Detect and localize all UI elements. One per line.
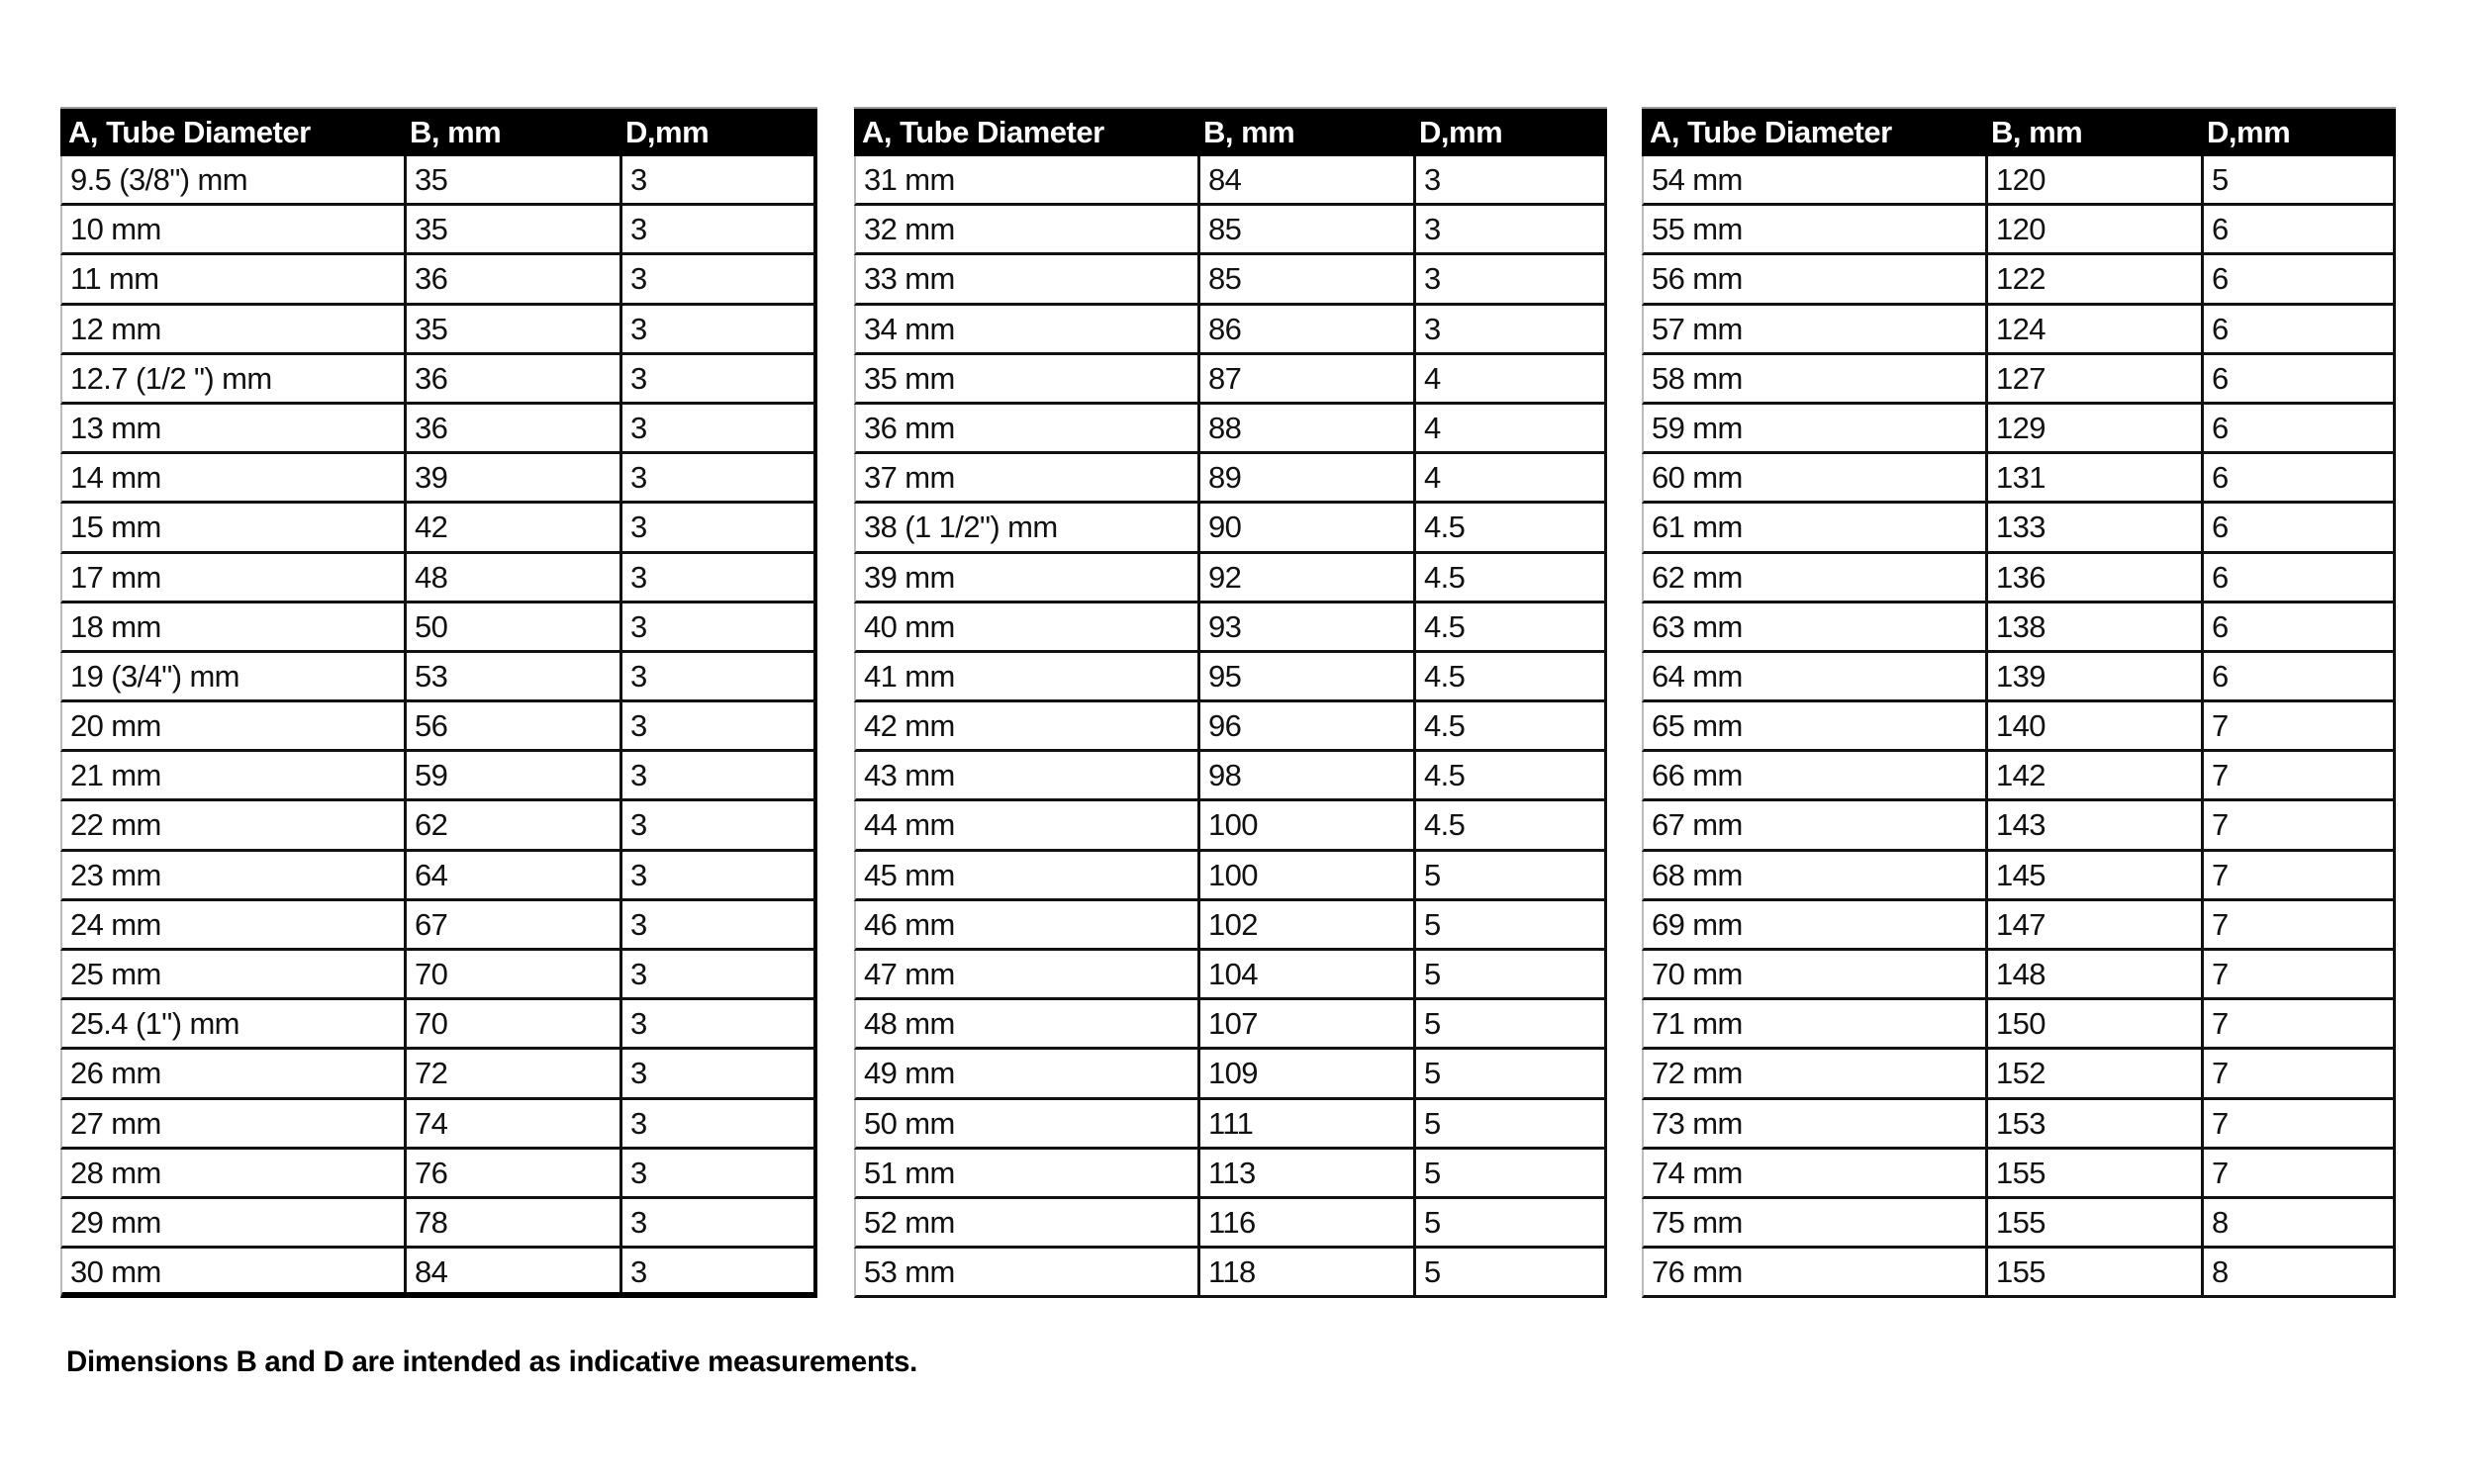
table-row: [1642, 1199, 2396, 1249]
cell-b-mm: 140: [1985, 702, 2201, 749]
header-tube-diameter: A, Tube Diameter: [862, 115, 1104, 149]
cell-d-mm: 7: [2201, 951, 2393, 997]
cell-d-mm: 3: [619, 901, 813, 948]
cell-b-mm: 35: [404, 206, 619, 252]
table-row: [854, 1050, 1607, 1099]
cell-d-mm: 3: [619, 206, 813, 252]
cell-tube-diameter: 52 mm: [864, 1204, 955, 1240]
cell-d-mm: 3: [1413, 156, 1604, 203]
table-row: [1642, 405, 2396, 454]
cell-b-mm: 36: [404, 255, 619, 302]
cell-tube-diameter: 62 mm: [1652, 559, 1743, 595]
table-row: [854, 554, 1607, 603]
cell-b-mm: 133: [1985, 504, 2201, 550]
cell-d-mm: 3: [619, 852, 813, 898]
cell-b-mm: 131: [1985, 454, 2201, 501]
table-row: [1642, 801, 2396, 851]
cell-d-mm: 5: [1413, 1199, 1604, 1246]
cell-tube-diameter: 25 mm: [70, 957, 161, 991]
cell-d-mm: 6: [2201, 255, 2393, 302]
cell-d-mm: 8: [2201, 1249, 2393, 1295]
cell-tube-diameter: 18 mm: [70, 608, 161, 644]
dimension-table-3: [1642, 107, 2396, 1298]
cell-tube-diameter: 32 mm: [864, 212, 955, 247]
table-row: [60, 1249, 817, 1298]
cell-d-mm: 3: [619, 454, 813, 501]
cell-d-mm: 3: [619, 1199, 813, 1246]
table-row: [854, 1150, 1607, 1199]
table-row: [1642, 454, 2396, 504]
cell-tube-diameter: 36 mm: [864, 410, 955, 445]
cell-d-mm: 3: [619, 1000, 813, 1047]
table-header: [854, 107, 1607, 156]
cell-b-mm: 155: [1985, 1150, 2201, 1196]
cell-tube-diameter: 19 (3/4") mm: [70, 658, 239, 694]
cell-d-mm: 3: [619, 603, 813, 650]
table-row: [854, 504, 1607, 553]
cell-tube-diameter: 68 mm: [1652, 857, 1743, 892]
cell-d-mm: 4: [1413, 454, 1604, 501]
cell-b-mm: 76: [404, 1150, 619, 1196]
cell-tube-diameter: 65 mm: [1652, 708, 1743, 744]
table-row: [854, 355, 1607, 405]
cell-tube-diameter: 30 mm: [70, 1254, 161, 1290]
cell-b-mm: 142: [1985, 752, 2201, 798]
cell-d-mm: 7: [2201, 1000, 2393, 1047]
table-row: [60, 306, 817, 355]
dimension-table-1: [60, 107, 817, 1298]
cell-d-mm: 6: [2201, 454, 2393, 501]
cell-b-mm: 50: [404, 603, 619, 650]
table-row: [1642, 1000, 2396, 1050]
table-row: [60, 702, 817, 752]
cell-d-mm: 4.5: [1413, 752, 1604, 798]
cell-tube-diameter: 73 mm: [1652, 1105, 1743, 1141]
cell-b-mm: 87: [1197, 355, 1413, 402]
cell-tube-diameter: 27 mm: [70, 1105, 161, 1141]
cell-tube-diameter: 58 mm: [1652, 360, 1743, 396]
cell-d-mm: 4: [1413, 405, 1604, 451]
cell-tube-diameter: 59 mm: [1652, 410, 1743, 445]
table-row: [1642, 852, 2396, 901]
cell-d-mm: 3: [1413, 255, 1604, 302]
cell-b-mm: 95: [1197, 653, 1413, 699]
cell-tube-diameter: 28 mm: [70, 1155, 161, 1190]
cell-b-mm: 107: [1197, 1000, 1413, 1047]
cell-d-mm: 3: [619, 951, 813, 997]
cell-b-mm: 104: [1197, 951, 1413, 997]
header-tube-diameter: A, Tube Diameter: [1650, 115, 1892, 149]
cell-d-mm: 3: [619, 255, 813, 302]
table-row: [854, 801, 1607, 851]
cell-tube-diameter: 21 mm: [70, 758, 161, 793]
cell-d-mm: 6: [2201, 206, 2393, 252]
cell-tube-diameter: 33 mm: [864, 261, 955, 297]
table-row: [60, 752, 817, 801]
table-row: [1642, 206, 2396, 255]
cell-tube-diameter: 10 mm: [70, 212, 161, 247]
cell-b-mm: 48: [404, 554, 619, 601]
cell-d-mm: 6: [2201, 355, 2393, 402]
header-tube-diameter: A, Tube Diameter: [68, 115, 311, 149]
cell-tube-diameter: 69 mm: [1652, 906, 1743, 942]
cell-b-mm: 109: [1197, 1050, 1413, 1096]
cell-d-mm: 6: [2201, 603, 2393, 650]
table-row: [1642, 1050, 2396, 1099]
cell-d-mm: 7: [2201, 901, 2393, 948]
cell-d-mm: 3: [619, 801, 813, 848]
table-row: [854, 255, 1607, 305]
cell-d-mm: 4.5: [1413, 504, 1604, 550]
cell-d-mm: 5: [1413, 1050, 1604, 1096]
cell-tube-diameter: 37 mm: [864, 460, 955, 496]
table-row: [60, 255, 817, 305]
cell-b-mm: 148: [1985, 951, 2201, 997]
cell-d-mm: 5: [1413, 951, 1604, 997]
cell-tube-diameter: 24 mm: [70, 906, 161, 942]
cell-b-mm: 152: [1985, 1050, 2201, 1096]
header-b-mm: B, mm: [410, 115, 502, 149]
cell-tube-diameter: 44 mm: [864, 807, 955, 843]
table-row: [1642, 702, 2396, 752]
cell-tube-diameter: 47 mm: [864, 957, 955, 991]
cell-d-mm: 6: [2201, 306, 2393, 352]
cell-d-mm: 3: [619, 1100, 813, 1147]
table-row: [1642, 1249, 2396, 1298]
cell-d-mm: 3: [1413, 306, 1604, 352]
cell-b-mm: 147: [1985, 901, 2201, 948]
table-body: [854, 156, 1607, 1298]
cell-b-mm: 120: [1985, 156, 2201, 203]
table-row: [854, 603, 1607, 653]
cell-tube-diameter: 23 mm: [70, 857, 161, 892]
table-row: [854, 852, 1607, 901]
cell-tube-diameter: 9.5 (3/8") mm: [70, 162, 247, 197]
table-row: [854, 653, 1607, 702]
cell-d-mm: 6: [2201, 554, 2393, 601]
cell-d-mm: 3: [619, 653, 813, 699]
table-row: [854, 951, 1607, 1000]
table-row: [854, 702, 1607, 752]
table-row: [1642, 504, 2396, 553]
cell-b-mm: 88: [1197, 405, 1413, 451]
table-row: [854, 1249, 1607, 1298]
cell-b-mm: 89: [1197, 454, 1413, 501]
cell-d-mm: 3: [619, 306, 813, 352]
table-row: [60, 1050, 817, 1099]
footnote: Dimensions B and D are intended as indicative measurements.: [66, 1345, 918, 1378]
cell-b-mm: 102: [1197, 901, 1413, 948]
table-row: [60, 603, 817, 653]
cell-b-mm: 111: [1197, 1100, 1413, 1147]
cell-d-mm: 5: [1413, 1150, 1604, 1196]
cell-tube-diameter: 20 mm: [70, 708, 161, 744]
table-row: [1642, 901, 2396, 951]
cell-b-mm: 116: [1197, 1199, 1413, 1246]
cell-tube-diameter: 53 mm: [864, 1254, 955, 1290]
table-row: [60, 156, 817, 206]
cell-tube-diameter: 57 mm: [1652, 311, 1743, 346]
table-row: [1642, 355, 2396, 405]
cell-tube-diameter: 45 mm: [864, 857, 955, 892]
cell-d-mm: 4.5: [1413, 603, 1604, 650]
cell-tube-diameter: 70 mm: [1652, 957, 1743, 991]
cell-tube-diameter: 60 mm: [1652, 460, 1743, 496]
cell-tube-diameter: 67 mm: [1652, 807, 1743, 843]
cell-tube-diameter: 55 mm: [1652, 212, 1743, 247]
cell-b-mm: 64: [404, 852, 619, 898]
cell-tube-diameter: 38 (1 1/2") mm: [864, 510, 1058, 545]
cell-b-mm: 93: [1197, 603, 1413, 650]
header-b-mm: B, mm: [1991, 115, 2083, 149]
cell-d-mm: 3: [619, 702, 813, 749]
cell-tube-diameter: 48 mm: [864, 1006, 955, 1042]
cell-d-mm: 3: [619, 504, 813, 550]
cell-d-mm: 3: [619, 752, 813, 798]
cell-tube-diameter: 35 mm: [864, 360, 955, 396]
cell-b-mm: 98: [1197, 752, 1413, 798]
cell-b-mm: 35: [404, 306, 619, 352]
cell-tube-diameter: 26 mm: [70, 1056, 161, 1091]
cell-b-mm: 84: [404, 1249, 619, 1292]
cell-tube-diameter: 61 mm: [1652, 510, 1743, 545]
cell-tube-diameter: 39 mm: [864, 559, 955, 595]
table-row: [60, 405, 817, 454]
cell-b-mm: 100: [1197, 801, 1413, 848]
cell-b-mm: 143: [1985, 801, 2201, 848]
table-row: [1642, 1150, 2396, 1199]
cell-d-mm: 5: [1413, 852, 1604, 898]
cell-d-mm: 3: [619, 355, 813, 402]
cell-tube-diameter: 13 mm: [70, 410, 161, 445]
header-d-mm: D,mm: [2207, 115, 2291, 149]
table-row: [60, 852, 817, 901]
cell-tube-diameter: 66 mm: [1652, 758, 1743, 793]
table-row: [60, 554, 817, 603]
table-row: [854, 1100, 1607, 1150]
cell-b-mm: 92: [1197, 554, 1413, 601]
cell-tube-diameter: 40 mm: [864, 608, 955, 644]
cell-b-mm: 36: [404, 355, 619, 402]
cell-b-mm: 129: [1985, 405, 2201, 451]
table-row: [60, 653, 817, 702]
cell-d-mm: 3: [619, 1050, 813, 1096]
cell-tube-diameter: 41 mm: [864, 658, 955, 694]
cell-d-mm: 8: [2201, 1199, 2393, 1246]
table-row: [60, 454, 817, 504]
cell-d-mm: 3: [619, 156, 813, 203]
cell-b-mm: 139: [1985, 653, 2201, 699]
cell-b-mm: 145: [1985, 852, 2201, 898]
cell-d-mm: 5: [1413, 1000, 1604, 1047]
cell-b-mm: 59: [404, 752, 619, 798]
cell-b-mm: 74: [404, 1100, 619, 1147]
cell-tube-diameter: 11 mm: [70, 261, 159, 297]
cell-b-mm: 150: [1985, 1000, 2201, 1047]
header-d-mm: D,mm: [625, 115, 710, 149]
cell-b-mm: 53: [404, 653, 619, 699]
cell-b-mm: 70: [404, 1000, 619, 1047]
cell-tube-diameter: 34 mm: [864, 311, 955, 346]
cell-tube-diameter: 43 mm: [864, 758, 955, 793]
table-row: [854, 901, 1607, 951]
cell-d-mm: 3: [1413, 206, 1604, 252]
cell-tube-diameter: 31 mm: [864, 162, 955, 197]
cell-b-mm: 70: [404, 951, 619, 997]
table-row: [60, 1000, 817, 1050]
cell-d-mm: 4.5: [1413, 554, 1604, 601]
cell-tube-diameter: 72 mm: [1652, 1056, 1743, 1091]
table-row: [1642, 306, 2396, 355]
cell-tube-diameter: 64 mm: [1652, 658, 1743, 694]
cell-d-mm: 3: [619, 1249, 813, 1292]
cell-b-mm: 96: [1197, 702, 1413, 749]
cell-b-mm: 84: [1197, 156, 1413, 203]
table-row: [854, 752, 1607, 801]
cell-d-mm: 4.5: [1413, 801, 1604, 848]
cell-tube-diameter: 51 mm: [864, 1155, 955, 1190]
table-row: [854, 454, 1607, 504]
cell-tube-diameter: 56 mm: [1652, 261, 1743, 297]
cell-b-mm: 72: [404, 1050, 619, 1096]
cell-tube-diameter: 22 mm: [70, 807, 161, 843]
cell-d-mm: 7: [2201, 1100, 2393, 1147]
cell-tube-diameter: 63 mm: [1652, 608, 1743, 644]
cell-tube-diameter: 50 mm: [864, 1105, 955, 1141]
cell-tube-diameter: 14 mm: [70, 460, 161, 496]
table-header: [60, 107, 817, 156]
cell-d-mm: 7: [2201, 801, 2393, 848]
header-b-mm: B, mm: [1203, 115, 1295, 149]
cell-b-mm: 138: [1985, 603, 2201, 650]
cell-tube-diameter: 42 mm: [864, 708, 955, 744]
cell-d-mm: 7: [2201, 852, 2393, 898]
cell-d-mm: 4.5: [1413, 653, 1604, 699]
table-row: [1642, 1100, 2396, 1150]
cell-b-mm: 155: [1985, 1249, 2201, 1295]
cell-b-mm: 56: [404, 702, 619, 749]
table-row: [60, 1100, 817, 1150]
table-row: [1642, 752, 2396, 801]
cell-b-mm: 136: [1985, 554, 2201, 601]
cell-b-mm: 124: [1985, 306, 2201, 352]
cell-tube-diameter: 54 mm: [1652, 162, 1743, 197]
cell-tube-diameter: 75 mm: [1652, 1204, 1743, 1240]
cell-b-mm: 100: [1197, 852, 1413, 898]
cell-tube-diameter: 71 mm: [1652, 1006, 1743, 1042]
table-row: [60, 901, 817, 951]
table-row: [60, 951, 817, 1000]
cell-b-mm: 153: [1985, 1100, 2201, 1147]
cell-b-mm: 120: [1985, 206, 2201, 252]
table-row: [1642, 156, 2396, 206]
cell-b-mm: 78: [404, 1199, 619, 1246]
table-row: [60, 355, 817, 405]
header-d-mm: D,mm: [1419, 115, 1503, 149]
cell-b-mm: 85: [1197, 255, 1413, 302]
table-row: [60, 504, 817, 553]
table-row: [1642, 653, 2396, 702]
cell-d-mm: 6: [2201, 653, 2393, 699]
cell-tube-diameter: 25.4 (1") mm: [70, 1006, 239, 1042]
table-row: [854, 1199, 1607, 1249]
cell-b-mm: 90: [1197, 504, 1413, 550]
cell-b-mm: 155: [1985, 1199, 2201, 1246]
table-row: [60, 1150, 817, 1199]
cell-tube-diameter: 12 mm: [70, 311, 161, 346]
cell-d-mm: 4: [1413, 355, 1604, 402]
cell-b-mm: 35: [404, 156, 619, 203]
cell-tube-diameter: 74 mm: [1652, 1155, 1743, 1190]
cell-d-mm: 5: [2201, 156, 2393, 203]
cell-b-mm: 85: [1197, 206, 1413, 252]
cell-d-mm: 7: [2201, 1050, 2393, 1096]
cell-tube-diameter: 49 mm: [864, 1056, 955, 1091]
cell-tube-diameter: 29 mm: [70, 1204, 161, 1240]
cell-d-mm: 6: [2201, 405, 2393, 451]
cell-tube-diameter: 17 mm: [70, 559, 161, 595]
table-body: [1642, 156, 2396, 1298]
cell-tube-diameter: 12.7 (1/2 ") mm: [70, 360, 272, 396]
cell-d-mm: 7: [2201, 752, 2393, 798]
cell-b-mm: 36: [404, 405, 619, 451]
table-row: [1642, 554, 2396, 603]
dimension-table-2: [854, 107, 1607, 1298]
cell-b-mm: 86: [1197, 306, 1413, 352]
table-row: [60, 801, 817, 851]
cell-d-mm: 5: [1413, 1249, 1604, 1295]
table-body: [60, 156, 817, 1298]
cell-d-mm: 7: [2201, 702, 2393, 749]
table-row: [60, 1199, 817, 1249]
cell-d-mm: 6: [2201, 504, 2393, 550]
cell-d-mm: 3: [619, 405, 813, 451]
cell-d-mm: 5: [1413, 901, 1604, 948]
cell-tube-diameter: 15 mm: [70, 510, 161, 545]
cell-d-mm: 4.5: [1413, 702, 1604, 749]
table-row: [1642, 255, 2396, 305]
cell-d-mm: 3: [619, 554, 813, 601]
cell-b-mm: 42: [404, 504, 619, 550]
cell-b-mm: 113: [1197, 1150, 1413, 1196]
table-row: [854, 206, 1607, 255]
cell-b-mm: 39: [404, 454, 619, 501]
table-row: [60, 206, 817, 255]
cell-b-mm: 62: [404, 801, 619, 848]
cell-b-mm: 118: [1197, 1249, 1413, 1295]
cell-b-mm: 67: [404, 901, 619, 948]
cell-b-mm: 127: [1985, 355, 2201, 402]
cell-b-mm: 122: [1985, 255, 2201, 302]
table-row: [1642, 951, 2396, 1000]
cell-tube-diameter: 46 mm: [864, 906, 955, 942]
table-row: [854, 1000, 1607, 1050]
cell-d-mm: 5: [1413, 1100, 1604, 1147]
table-header: [1642, 107, 2396, 156]
cell-tube-diameter: 76 mm: [1652, 1254, 1743, 1290]
cell-d-mm: 3: [619, 1150, 813, 1196]
table-row: [854, 306, 1607, 355]
table-row: [854, 156, 1607, 206]
cell-d-mm: 7: [2201, 1150, 2393, 1196]
table-row: [854, 405, 1607, 454]
table-row: [1642, 603, 2396, 653]
